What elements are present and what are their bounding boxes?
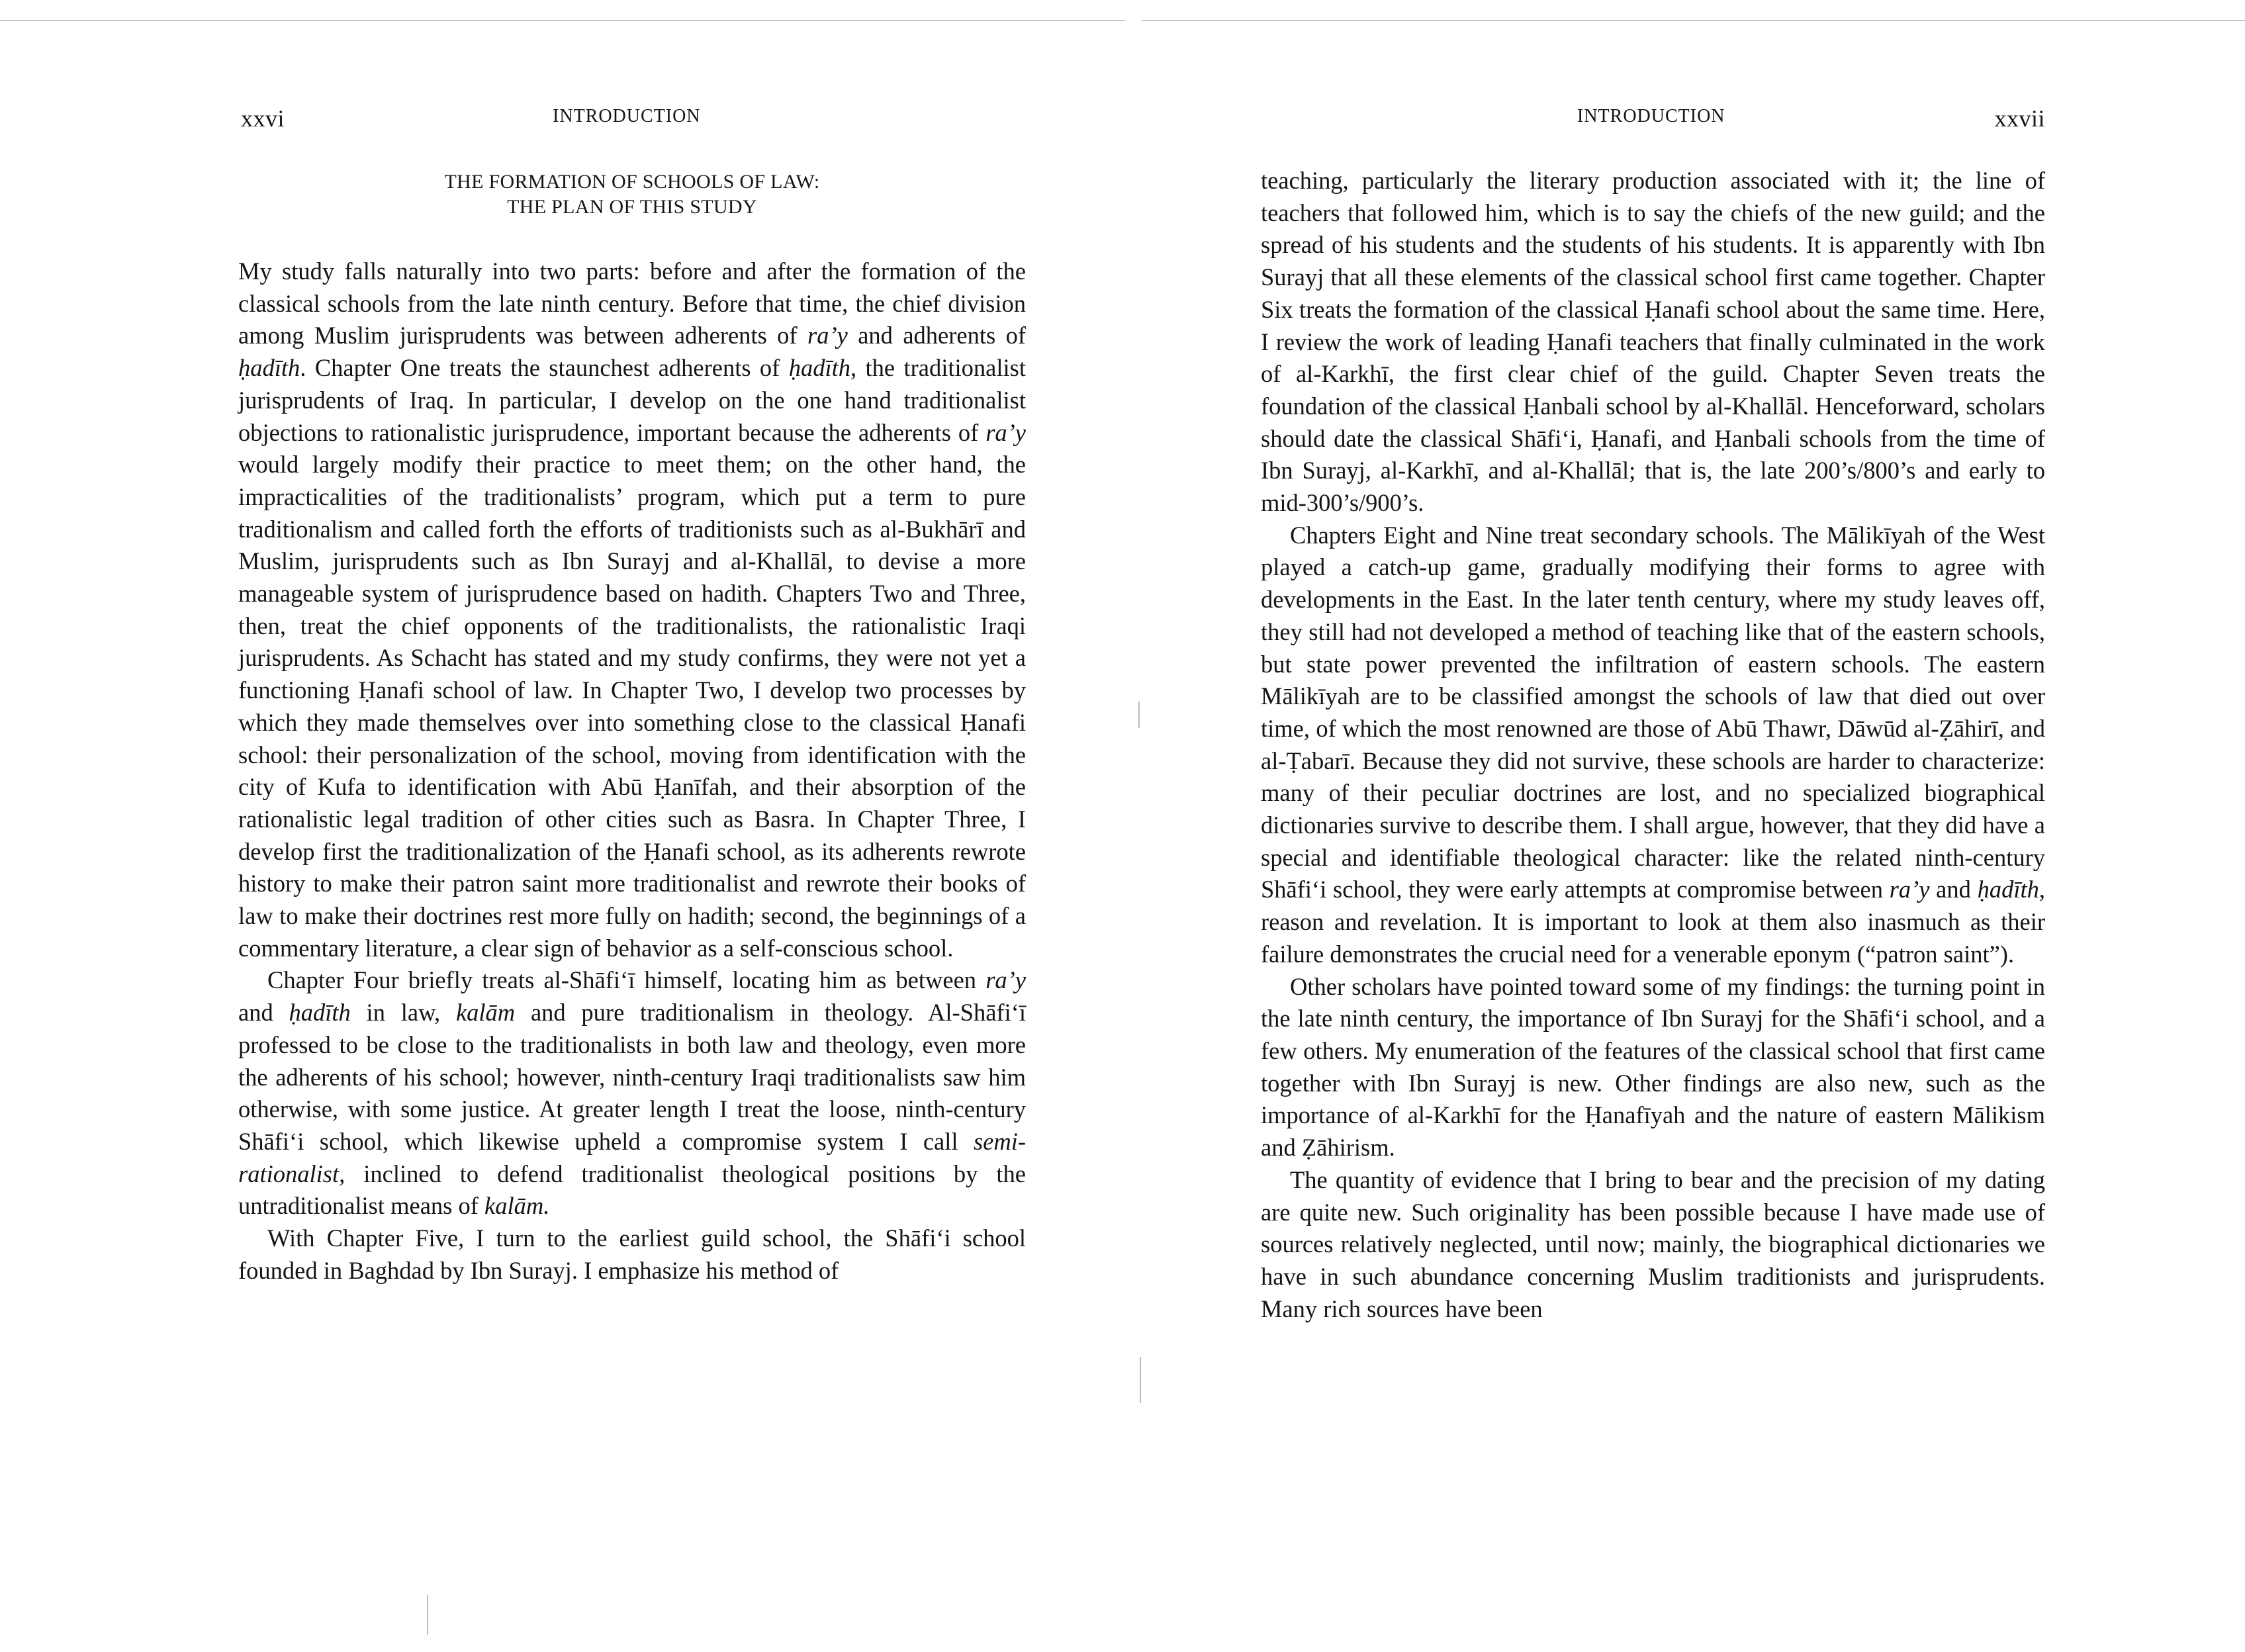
paragraph: teaching, particularly the literary production associated with it; the line of teachers that followed him, which is to say the chiefs of the new guild; and the spread of his students and the students of his students. It is apparently with Ibn Surayj that all these elements of the classical school first came together. Chapter Six treats the formation of the classical Ḥanafi school about the same time. Here, I review the work of leading Ḥanafi teachers that finally culminated in the work of al-Karkhī, the first clear chief of the guild. Chapter Seven treats the foundation of the classical Ḥanbali school by al-Khallāl. Henceforward, scholars should date the classical Shāfi‘i, Ḥanafi, and Ḥanbali schools from the time of Ibn Surayj, al-Karkhī, and al-Khallāl; that is, the late 200’s/800’s and early to mid-300’s/900’s. <box>1261 167 2045 517</box>
italic-term: ra’y <box>807 322 848 349</box>
italic-term: ḥadīth <box>289 999 351 1027</box>
gutter-mark <box>1138 702 1140 728</box>
paragraph: The quantity of evidence that I bring to bear and the precision of my dating are quite new. Such originality has been possible because I have made use of sources relatively neglected, until now; mainly, the biographical dictionaries we have in such abundance concerning Muslim traditionists and jurisprudents. Many rich sources have been <box>1261 1166 2045 1322</box>
running-head-title: INTRODUCTION <box>553 106 701 126</box>
text-run: My study falls naturally into two parts: before and after the formation of the classical schools from the late ninth century. Before that time, the chief division among Muslim jurisprudents was between adherents of <box>238 257 1026 349</box>
running-head <box>238 105 1026 134</box>
italic-term: ḥadīth <box>1977 876 2039 903</box>
text-run: and <box>238 999 289 1027</box>
body-text <box>1261 165 2045 1325</box>
paragraph: With Chapter Five, I turn to the earliest guild school, the Shāfi‘i school founded in Baghdad by Ibn Surayj. I emphasize his method of <box>238 1224 1026 1284</box>
text-run: and adherents of <box>847 322 1026 349</box>
text-run: , reason and revelation. It is important to look at them also inasmuch as their failure demonstrates the crucial need for a venerable eponym (“patron saint”). <box>1261 876 2045 968</box>
italic-term: ḥadīth <box>238 354 300 382</box>
section-heading-line: THE PLAN OF THIS STUDY <box>507 196 757 218</box>
text-run: and pure traditionalism in theology. Al-Shāfi‘ī professed to be close to the traditionalists in both law and theology, even more the adherents of his school; however, ninth-century Iraqi traditionalists saw him otherwise, with some justice. At greater length I treat the loose, ninth-century Shāfi‘i school, which likewise upheld a compromise system I call <box>238 999 1026 1155</box>
left-page <box>238 0 1026 1652</box>
running-head <box>1261 105 2045 134</box>
section-heading <box>238 169 1026 220</box>
page-number: xxvii <box>1994 105 2045 132</box>
right-page <box>1261 0 2045 1652</box>
text-run: would largely modify their practice to meet them; on the other hand, the impracticalities of the traditionalists’ program, which put a term to pure traditionalism and called forth the efforts of traditionists such as al-Bukhārī and Muslim, jurisprudents such as Ibn Surayj and al-Khallāl, to devise a more manageable system of jurisprudence based on hadith. Chapters Two and Three, then, treat the chief opponents of the traditionalists, the rationalistic Iraqi jurisprudents. As Schacht has stated and my study confirms, they were not yet a functioning Ḥanafi school of law. In Chapter Two, I develop two processes by which they made themselves over into something close to the classical Ḥanafi school: their personalization of the school, moving from identification with the city of Kufa to identification with Abū Ḥanīfah, and their absorption of the rationalistic legal tradition of other cities such as Basra. In Chapter Three, I develop first the traditionalization of the Ḥanafi school, as its adherents rewrote history to make their patron saint more traditionalist and rewrote their books of law to make their doctrines rest more fully on hadith; second, the beginnings of a commentary literature, a clear sign of behavior as a self-conscious school. <box>238 451 1026 962</box>
italic-term: semi-rationalist, <box>238 1127 1026 1187</box>
italic-term: ḥadīth, <box>788 354 857 382</box>
paragraph <box>238 255 1026 964</box>
text-run: in law, <box>350 999 456 1027</box>
page-number: xxvi <box>241 105 285 132</box>
italic-term: ra’y <box>985 966 1026 994</box>
italic-term: ra’y <box>985 418 1026 446</box>
section-heading-line: THE FORMATION OF SCHOOLS OF LAW: <box>444 171 820 193</box>
text-run: Chapter Four briefly treats al-Shāfi‘ī himself, locating him as between <box>267 966 986 994</box>
text-run: inclined to defend traditionalist theological positions by the untraditionalist means of <box>238 1160 1026 1220</box>
running-head-title: INTRODUCTION <box>1577 106 1725 126</box>
italic-term: kalām. <box>484 1192 550 1220</box>
text-run: Chapters Eight and Nine treat secondary schools. The Mālikīyah of the West played a catch-up game, gradually modifying their forms to agree with developments in the East. In the later tenth century, where my study leaves off, they still had not developed a method of teaching like that of the eastern schools, but state power prevented the infiltration of eastern schools. The eastern Mālikīyah are to be classified amongst the schools of law that died out over time, of which the most renowned are those of Abū Thawr, Dāwūd al-Ẓāhirī, and al-Ṭabarī. Because they did not survive, these schools are harder to characterize: many of their peculiar doctrines are lost, and no specialized biographical dictionaries survive to describe them. I shall argue, however, that they did have a special and identifiable theological character: like the related ninth-century Shāfi‘i school, they were early attempts at compromise between <box>1261 521 2045 903</box>
paragraph <box>1261 520 2045 971</box>
text-run: and <box>1929 876 1978 903</box>
text-run: . Chapter One treats the staunchest adherents of <box>300 354 789 382</box>
italic-term: kalām <box>455 999 516 1027</box>
body-text <box>238 255 1026 1287</box>
paragraph: Other scholars have pointed toward some of my findings: the turning point in the late ninth century, the importance of Ibn Surayj for the Shāfi‘i school, and a few others. My enumeration of the features of the classical school that first came together with Ibn Surayj is new. Other findings are also new, such as the importance of al-Karkhī for the Ḥanafīyah and the nature of eastern Mālikism and Ẓāhirism. <box>1261 972 2045 1162</box>
paragraph <box>238 964 1026 1222</box>
text-run: the traditionalist jurisprudents of Iraq. In particular, I develop on the one hand traditionalist objections to rationalistic jurisprudence, important because the adherents of <box>238 354 1026 446</box>
gutter-mark <box>1140 1357 1141 1403</box>
italic-term: ra’y <box>1889 876 1930 903</box>
